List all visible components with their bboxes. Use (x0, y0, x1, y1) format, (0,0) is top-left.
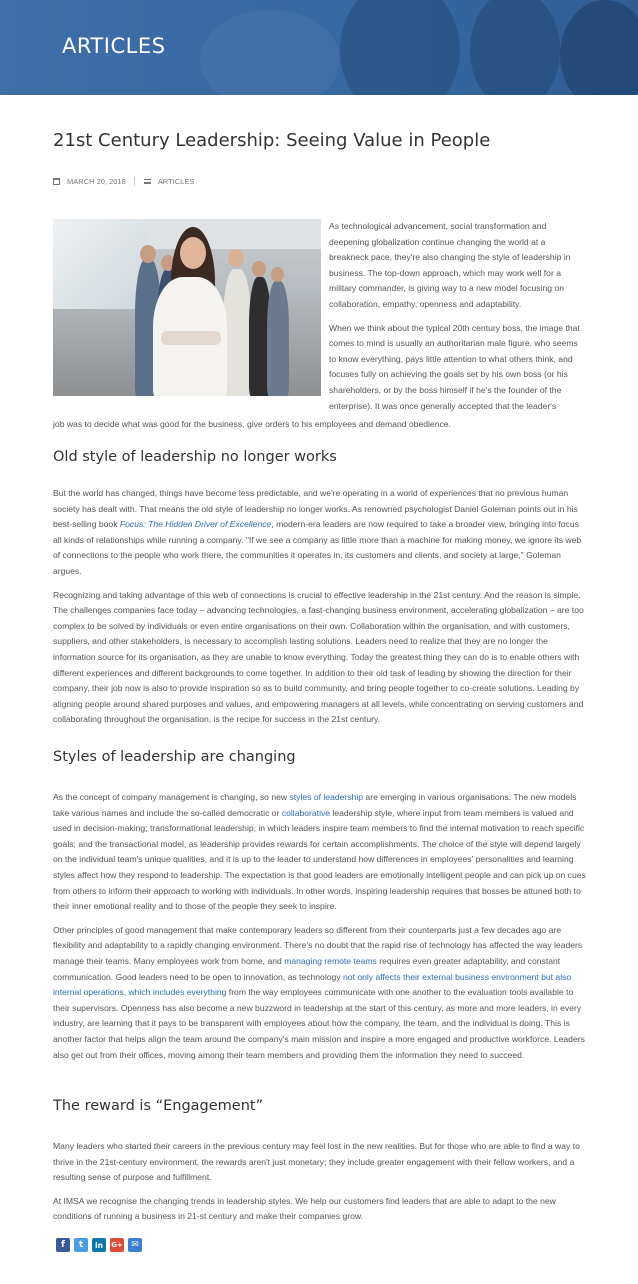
collaborative-link[interactable]: collaborative (281, 807, 331, 818)
managing-remote-teams-link[interactable]: managing remote teams (284, 955, 377, 966)
article-category-link[interactable]: ARTICLES (157, 177, 195, 186)
linkedin-share-button[interactable]: in (92, 1238, 106, 1252)
paragraph-text: Other principles of good management that make contemporary leaders so different from their counterparts just a few decades ago are flexibility and adaptability to a rapidly changing environment. There's no doubt that the rapid rise of technology has affected the way leaders manage their teams. Many employees work from home, and (53, 924, 583, 966)
email-share-button[interactable]: ✉ (128, 1238, 142, 1252)
googleplus-share-button[interactable]: G+ (110, 1238, 124, 1252)
facebook-share-button[interactable]: f (56, 1238, 70, 1252)
section-paragraph (53, 790, 588, 915)
banner-background-shape (470, 0, 560, 95)
calendar-icon (53, 178, 60, 185)
image-person-head (180, 237, 206, 269)
intro-paragraph-2-continuation (53, 417, 588, 433)
section-heading: The reward is “Engagement” (53, 1098, 264, 1114)
category-list-icon (144, 179, 151, 184)
book-link[interactable]: Focus: The Hidden Driver of Excellence (119, 519, 272, 530)
section-styles-changing (53, 749, 588, 1071)
paragraph-text: But the world has changed, things have become less predictable, and we're operating in a world of experiences that no previous human society has dealt with. That means the old style of leadership no longer works. As renowned psychologist Daniel Goleman points out in his best-selling book (53, 488, 578, 530)
paragraph-text: , modern-era leaders are now required to take a broader view, bringing into focus all kinds of relationships while running a company. "If we see a company as little more than a machine for making money, we ignore its web of connections to the people who work there, the communities it operates in, its customers and clients, and society at large," Goleman argues. (53, 519, 582, 576)
article-featured-image (53, 219, 321, 396)
paragraph-text: leadership style, where input from team members is valued and used in decision-making; transformational leadership, in which leaders inspire team members to find the internal motivation to reach specific goals; and the transactional model, as leadership provides rewards for certain accomplishments. The choice of the style will depend largely on the individual team's unique qualities, and it is up to the leader to understand how differences in employees' personalities and learning styles affect how they respond to leadership. The expectation is that good leaders are emotionally intelligent people and can pick up on cues from others to inform their approach to working with individuals. In other words, inspiring leadership requires that bosses be attuned both to their inner emotional reality and to those of the people they seek to inspire. (53, 807, 586, 912)
article-date: MARCH 20, 2018 (67, 177, 126, 186)
section-reward (53, 1098, 588, 1233)
image-arms-crossed (161, 331, 221, 345)
section-paragraph (53, 923, 588, 1063)
image-person (223, 269, 251, 396)
section-old-style (53, 449, 588, 736)
banner-background-shape (340, 0, 460, 95)
image-person-head (271, 267, 284, 282)
intro-paragraph-2-end: job was to decide what was good for the business, give orders to his employees and demand obedience. (53, 419, 451, 429)
share-buttons (56, 1238, 142, 1252)
paragraph-text: requires even greater adaptability, and constant communication. Good leaders need to be open to innovation, as technology (53, 955, 561, 982)
section-paragraph (53, 486, 588, 580)
page-header-banner (0, 0, 638, 95)
image-person (267, 281, 289, 396)
image-person-head (228, 249, 244, 267)
section-heading: Styles of leadership are changing (53, 749, 296, 765)
header-title: ARTICLES (62, 34, 166, 58)
paragraph-text: As the concept of company management is changing, so new (53, 792, 290, 802)
paragraph-text: are emerging in various organisations. The new models take various names and include the so-called democratic or (53, 792, 577, 818)
meta-divider (134, 177, 135, 186)
banner-background (200, 10, 340, 95)
twitter-share-button[interactable]: t (74, 1238, 88, 1252)
article-title: 21st Century Leadership: Seeing Value in People (53, 130, 491, 151)
banner-background-shape (560, 0, 638, 95)
image-person-head (252, 261, 266, 277)
internal-operations-link[interactable]: not only affects their external business environment but also internal operations, which includes everything (53, 971, 572, 998)
intro-paragraph-2: When we think about the typical 20th century boss, the image that comes to mind is usually an authoritarian male figure, who seems to know everything, pays little attention to what others think, and focuses fully on achieving the goals set by his own boss (or his shareholders, or by the boss himself if he's the founder of the enterprise). It was once generally accepted that the leader's (329, 322, 580, 411)
article-intro (329, 219, 587, 422)
section-paragraph: At IMSA we recognise the changing trends in leadership styles. We help our customers find leaders that are able to adapt to the new conditions of running a business in 21-st century and make their companies grow. (53, 1195, 556, 1222)
intro-paragraph-1: As technological advancement, social transformation and deepening globalization continue changing the world at a breakneck pace, they're also changing the style of leadership in business. The top-down approach, which may work well for a military commander, is giving way to a new model focusing on collaboration, empathy, openness and adaptability. (329, 221, 571, 309)
image-ceiling (148, 219, 321, 249)
paragraph-text: from the way employees communicate with one another to the evaluation tools available to their supervisors. Openness has also become a new buzzword in leadership at the start of this century, as more and more leaders, in every industry, are learning that it pays to be transparent with employees about how the company, the team, and the individual is doing. This is another factor that helps align the team around the company's main mission and inspire a more engaged and productive workforce. Leaders also get out from their offices, moving among their team members and providing them the information they need to succeed. (53, 987, 585, 1060)
section-paragraph: Many leaders who started their careers in the previous century may feel lost in the new realities. But for those who are able to find a way to thrive in the 21st-century environment, the rewards aren't just monetary; they include greater engagement with their fellow workers, and a resulting sense of purpose and fulfillment. (53, 1141, 580, 1183)
section-heading: Old style of leadership no longer works (53, 449, 337, 465)
styles-of-leadership-link[interactable]: styles of leadership (289, 792, 364, 802)
image-window (53, 219, 148, 309)
article-meta (53, 177, 194, 186)
section-paragraph: Recognizing and taking advantage of this web of connections is crucial to effective leadership in the 21st century. And the reason is simple. The challenges companies face today – advancing technologies, a fast-changing business environment, accelerating globalization – are too complex to be solved by individuals or even entire organisations on their own. Collaboration within the organisation, and with customers, suppliers, and other stakeholders, is necessary to accomplish lasting solutions. Leaders need to realize that they are no longer the information source for its organisation, as they are unable to know everything. Today the greatest thing they can do is to enable others with different experiences and different backgrounds to come together. In addition to their old task of leading by showing the direction for their company, their job now is also to provide inspiration so as to build community, and bring people together to co-create solutions. Leading by aligning people around shared purposes and values, and empowering managers at all levels, while concentrating on serving customers and collaborating throughout the organisation, is the recipe for success in the 21st century. (53, 589, 584, 725)
image-person-head (140, 245, 156, 263)
